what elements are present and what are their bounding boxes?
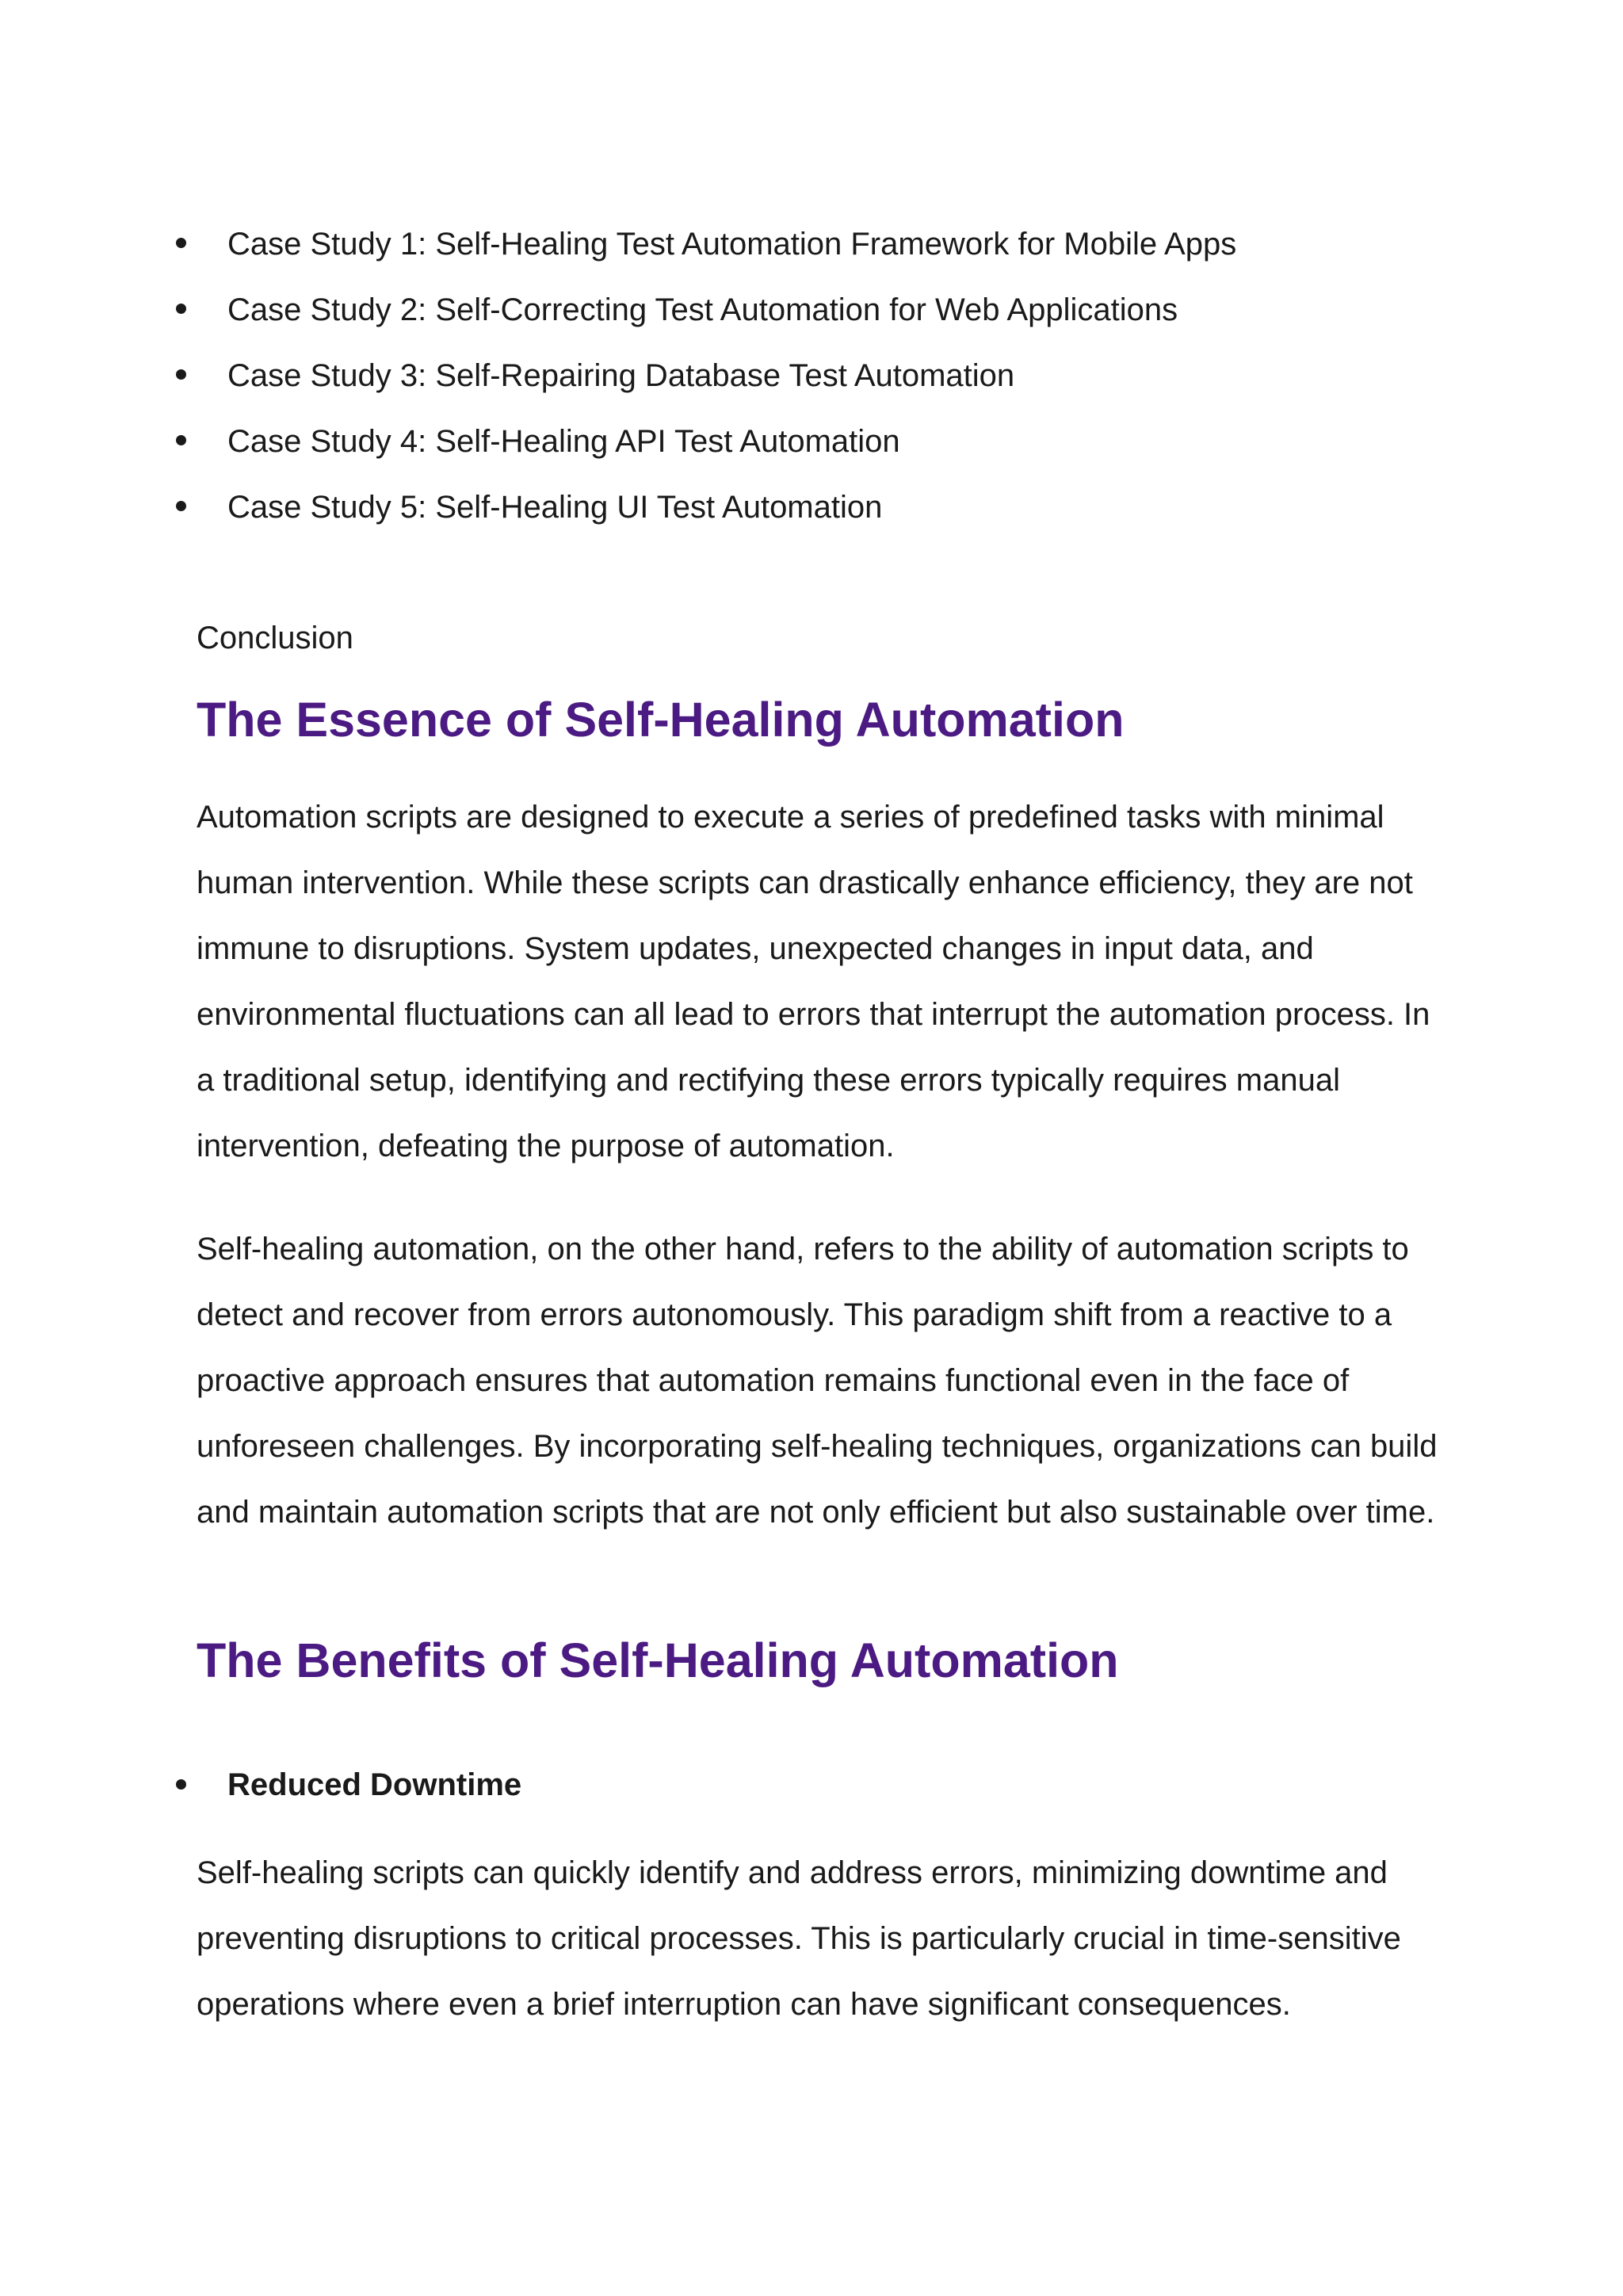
benefit-list-item <box>0 1755 1623 1820</box>
case-study-2-text: Case Study 2: Self-Correcting Test Automation for Web Applications <box>227 292 1178 327</box>
case-study-1-text: Case Study 1: Self-Healing Test Automation Framework for Mobile Apps <box>227 227 1237 262</box>
benefit-paragraph: Self-healing scripts can quickly identify and address errors, minimizing downtime and preventing disruptions to critical processes. This is particularly crucial in time-sensitive operations where even a brief interruption can have significant consequences. <box>197 1855 1401 2022</box>
list-item <box>0 477 1623 543</box>
essence-heading: The Essence of Self-Healing Automation <box>197 693 1125 747</box>
essence-paragraph-2: Self-healing automation, on the other hand, refers to the ability of automation scripts to detect and recover from errors autonomously. This paradigm shift from a reactive to a proactive approach ensures that automation remains functional even in the face of unforeseen challenges. By incorporating self-healing techniques, organizations can build and maintain automation scripts that are not only efficient but also sustainable over time. <box>197 1232 1438 1530</box>
benefits-heading: The Benefits of Self-Healing Automation <box>197 1633 1119 1687</box>
list-item <box>0 214 1623 280</box>
bullet-icon <box>176 369 186 380</box>
list-item <box>0 411 1623 477</box>
case-study-4-text: Case Study 4: Self-Healing API Test Automation <box>227 424 900 459</box>
case-study-3-text: Case Study 3: Self-Repairing Database Test Automation <box>227 358 1015 393</box>
bullet-icon <box>176 501 186 511</box>
bullet-icon <box>176 238 186 248</box>
bullet-icon <box>176 435 186 445</box>
list-item <box>0 280 1623 346</box>
bullet-icon <box>176 304 186 314</box>
case-study-list <box>0 214 1623 543</box>
bullet-icon <box>176 1779 186 1790</box>
list-item <box>0 346 1623 411</box>
essence-paragraph-1: Automation scripts are designed to execute a series of predefined tasks with minimal human intervention. While these scripts can drastically enhance efficiency, they are not immune to disruptions. System updates, unexpected changes in input data, and environmental fluctuations can all lead to errors that interrupt the automation process. In a traditional setup, identifying and rectifying these errors typically requires manual intervention, defeating the purpose of automation. <box>197 800 1430 1163</box>
case-study-5-text: Case Study 5: Self-Healing UI Test Automation <box>227 490 883 525</box>
benefit-title: Reduced Downtime <box>227 1767 522 1802</box>
conclusion-label: Conclusion <box>197 621 353 655</box>
